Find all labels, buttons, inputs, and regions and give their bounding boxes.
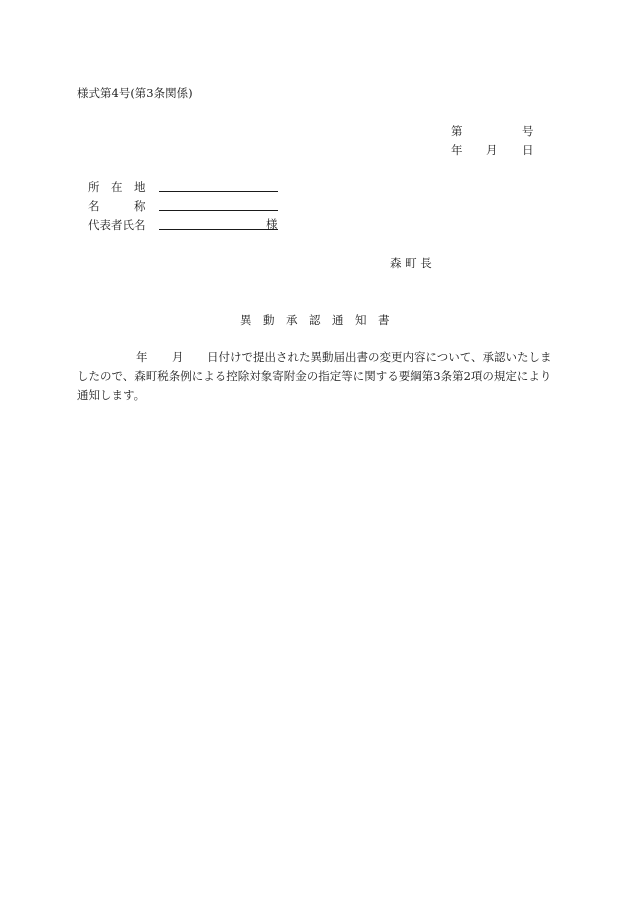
body-year: 年 [136,350,148,364]
address-underline [159,191,278,192]
number-dai: 第 [451,124,463,138]
body-month: 月 [172,350,184,364]
body-paragraph [77,348,557,405]
date-year: 年 [451,143,463,157]
honorific-sama: 様 [266,217,278,231]
form-number-label: 様式第4号(第3条関係) [77,86,193,100]
document-title: 異 動 承 認 通 知 書 [240,313,390,327]
body-line-3: 通知します。 [77,388,146,402]
issuer-name: 森 町 長 [390,256,432,270]
date-day: 日 [522,143,534,157]
name-label: 名 称 [88,199,146,213]
address-label: 所 在 地 [88,180,146,194]
date-month: 月 [486,143,498,157]
body-line-1 [77,348,557,367]
name-underline [159,210,278,211]
representative-underline [159,229,278,230]
representative-label: 代表者氏名 [88,218,146,232]
body-text-1: 日付けで提出された異動届出書の変更内容について、承認いたしま [207,350,552,364]
number-go: 号 [522,124,534,138]
body-line-2: したので、森町税条例による控除対象寄附金の指定等に関する要綱第3条第2項の規定により [77,369,552,383]
